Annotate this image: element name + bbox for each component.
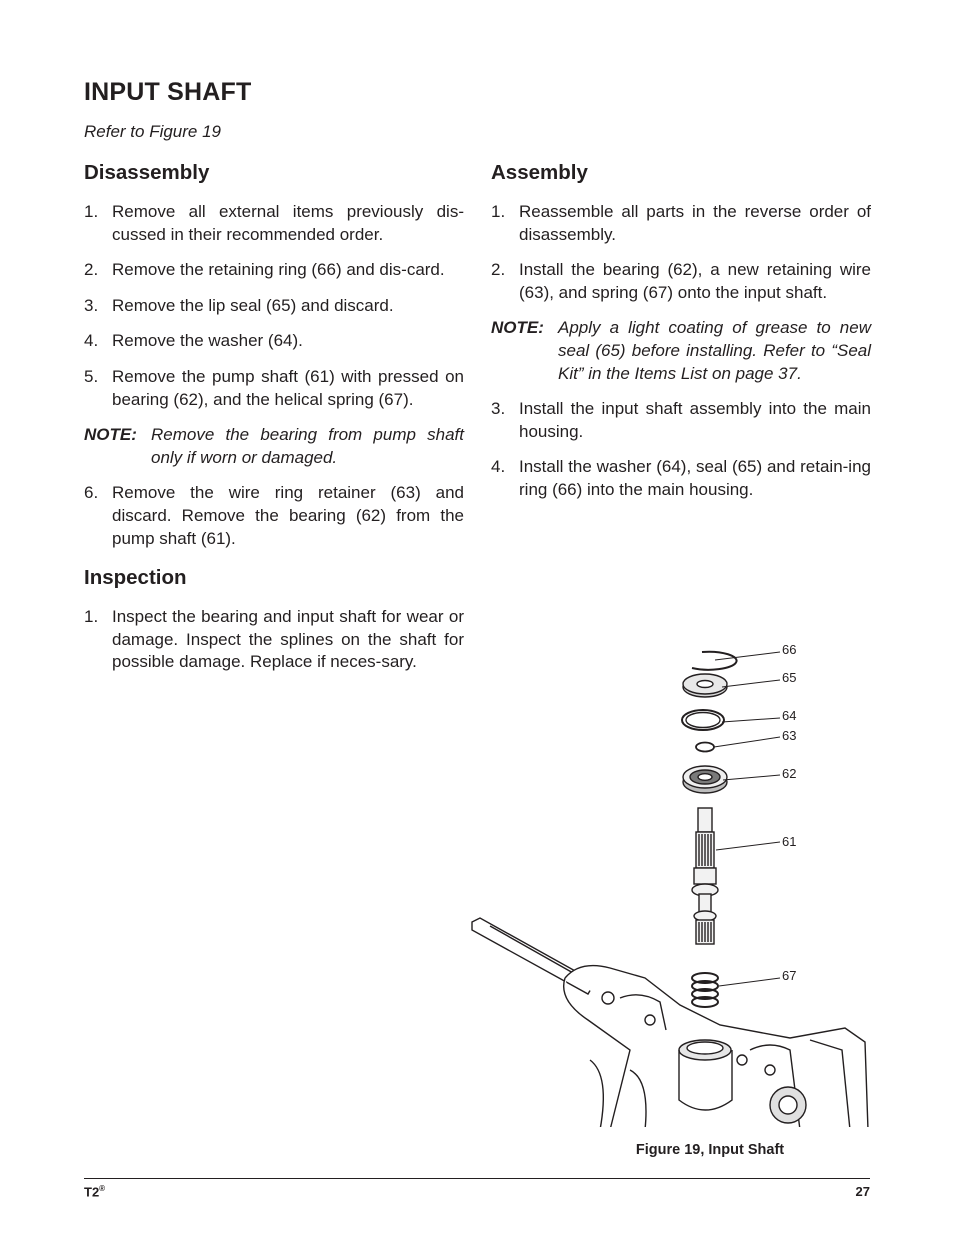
disassembly-steps-continued [84,482,464,550]
disassembly-note [84,424,464,469]
helical-spring-drawing [692,973,718,1007]
callout-67: 67 [782,968,797,983]
list-item: 2. Remove the retaining ring (66) and dis-card. [84,260,445,280]
assembly-note [491,317,871,385]
registered-mark: ® [99,1184,106,1193]
list-item: 3. Remove the lip seal (65) and discard. [84,295,394,315]
list-item: 1. Remove all external items previously dis-cussed in their recommended order. [84,202,464,244]
callout-62: 62 [782,766,797,781]
note-label: NOTE: [491,318,544,338]
washer-drawing [682,710,724,730]
footer-product: T2® [84,1184,106,1200]
list-item: 3. Install the input shaft assembly into the main housing. [491,399,871,441]
note-text: Apply a light coating of grease to new seal (65) before installing. Refer to “Seal Kit” in the Items List on page 37. [558,318,871,383]
list-item: 2. Install the bearing (62), a new retaining wire (63), and spring (67) onto the input shaft. [491,260,871,302]
callout-66: 66 [782,642,797,657]
list-item: 1. Inspect the bearing and input shaft for wear or damage. Inspect the splines on the shaft for possible damage. Replace if neces-sary. [84,607,464,672]
transaxle-housing-drawing [470,918,880,1130]
list-item: 6. Remove the wire ring retainer (63) and discard. Remove the bearing (62) from the pump shaft (61). [84,483,464,548]
retaining-ring-drawing [692,652,737,670]
figure-caption: Figure 19, Input Shaft [635,1142,785,1158]
figure-reference: Refer to Figure 19 [84,122,222,141]
assembly-steps [491,201,871,304]
list-item: 5. Remove the pump shaft (61) with pressed on bearing (62), and the helical spring (67). [84,366,464,409]
callout-63: 63 [782,728,797,743]
inspection-steps [84,606,464,674]
pump-shaft-drawing [692,808,718,944]
input-shaft-figure [470,630,880,1135]
assembly-heading: Assembly [491,161,588,184]
callout-61: 61 [782,834,797,849]
page-title: INPUT SHAFT [84,78,252,106]
left-column [84,158,464,687]
page-number: 27 [855,1184,870,1199]
list-item: 1. Reassemble all parts in the reverse order of disassembly. [491,202,871,244]
inspection-heading: Inspection [84,566,187,590]
note-text: Remove the bearing from pump shaft only if worn or damaged. [151,425,464,467]
footer-divider [84,1178,870,1179]
right-column [491,158,871,515]
list-item: 4. Remove the washer (64). [84,331,303,351]
exploded-view-drawing [470,630,880,1135]
lip-seal-drawing [683,674,727,697]
callout-65: 65 [782,670,797,685]
assembly-steps-continued [491,398,871,501]
list-item: 4. Install the washer (64), seal (65) and retain-ing ring (66) into the main housing. [491,457,871,499]
disassembly-heading: Disassembly [84,161,210,184]
wire-ring-drawing [696,743,714,752]
note-label: NOTE: [84,425,137,445]
bearing-drawing [683,766,727,793]
callout-64: 64 [782,708,797,723]
callout-leader-lines [714,652,780,986]
disassembly-steps [84,201,464,411]
